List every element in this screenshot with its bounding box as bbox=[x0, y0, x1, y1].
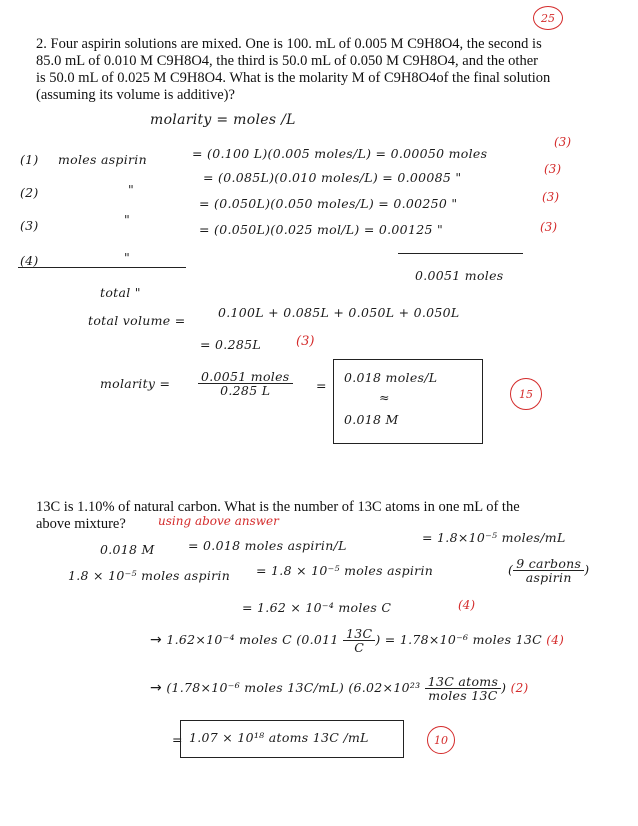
molarity-fraction bbox=[198, 370, 293, 397]
c13-denominator: C bbox=[354, 640, 365, 655]
row-3-calc: = (0.050L)(0.050 moles/L) = 0.00250 " bbox=[199, 196, 458, 211]
part2-score: 10 bbox=[434, 733, 448, 747]
conv-b-fraction: ( $\frac{\text{9 carbons}}{\text{aspirin}}$ ) bbox=[508, 556, 590, 585]
part1-score: 15 bbox=[519, 387, 533, 401]
conv-d-line: → 1.62×10⁻⁴ moles C (0.011 $\frac{13C}{C}$ ) = 1.78×10⁻⁶ moles 13C (4) bbox=[150, 626, 565, 655]
arrow-icon: → bbox=[150, 632, 163, 648]
conv-e-points: (2) bbox=[510, 681, 529, 695]
total-moles-label: total " bbox=[100, 285, 141, 300]
row-1-points: (3) bbox=[554, 135, 571, 149]
row-4-points: (3) bbox=[540, 220, 557, 234]
atoms-per-mole bbox=[425, 675, 501, 702]
atoms-denominator: moles 13C bbox=[428, 688, 498, 703]
total-score-circle bbox=[533, 6, 563, 30]
answer-line-2: 0.018 M bbox=[344, 412, 399, 427]
c13-per-c bbox=[343, 627, 375, 654]
atoms-numerator: 13C atoms bbox=[425, 675, 501, 689]
carbons-numerator: 9 carbons bbox=[513, 557, 584, 571]
molarity-answer-box bbox=[333, 359, 483, 444]
final-equals: = bbox=[172, 732, 183, 747]
moles-carbon-points: (4) bbox=[458, 598, 475, 612]
arrow-icon: → bbox=[150, 680, 163, 696]
conv-e-factor: (6.02×10²³ bbox=[348, 680, 421, 695]
using-above-answer-note: using above answer bbox=[158, 514, 279, 528]
row-3-number: (3) bbox=[20, 218, 39, 233]
question-line-2: 85.0 mL of 0.010 M C9H8O4, the third is 50.0 mL of 0.050 M C9H8O4, and the other bbox=[36, 53, 538, 69]
total-volume-sum: 0.100L + 0.085L + 0.050L + 0.050L bbox=[218, 305, 460, 320]
row-4-calc: = (0.050L)(0.025 mol/L) = 0.00125 " bbox=[199, 222, 444, 237]
moles-carbon-line: = 1.62 × 10⁻⁴ moles C bbox=[242, 600, 392, 615]
molarity-frac bbox=[198, 370, 293, 397]
conv-d-factor: 0.011 bbox=[301, 632, 339, 647]
part1-score-circle bbox=[510, 378, 542, 410]
row-2-number: (2) bbox=[20, 185, 39, 200]
row-1-calc: = (0.100 L)(0.005 moles/L) = 0.00050 moles bbox=[192, 146, 488, 161]
question-line-1: 2. Four aspirin solutions are mixed. One is 100. mL of 0.005 M C9H8O4, the second is bbox=[36, 36, 542, 52]
question-b-line-1: 13C is 1.10% of natural carbon. What is the number of 13C atoms in one mL of the bbox=[36, 499, 520, 515]
total-volume-result: = 0.285L bbox=[200, 337, 261, 352]
row-1-number: (1) bbox=[20, 152, 39, 167]
conv-e-line: → (1.78×10⁻⁶ moles 13C/mL) (6.02×10²³ $\frac{\text{13C atoms}}{\text{moles 13C}}$ ) (2) bbox=[150, 674, 529, 703]
row-4-label: " bbox=[124, 250, 131, 265]
molarity-label: molarity = bbox=[100, 376, 171, 391]
question-line-3: is 50.0 mL of 0.025 M C9H8O4. What is the molarity M of C9H8O4of the final solution bbox=[36, 70, 551, 86]
total-score: 25 bbox=[541, 11, 555, 25]
row-4-number: (4) bbox=[20, 253, 39, 268]
row-2-points: (3) bbox=[544, 162, 561, 176]
molarity-equals: = bbox=[316, 378, 327, 393]
final-answer-box bbox=[180, 720, 404, 758]
conv-b-left: 1.8 × 10⁻⁵ moles aspirin bbox=[68, 568, 231, 583]
conv-e-left: (1.78×10⁻⁶ moles 13C/mL) bbox=[166, 680, 345, 695]
conv-d-result: = 1.78×10⁻⁶ moles 13C bbox=[384, 632, 542, 647]
volume-points: (3) bbox=[296, 334, 315, 349]
c13-numerator: 13C bbox=[343, 627, 375, 641]
part2-score-circle bbox=[427, 726, 455, 754]
conv-d-left: 1.62×10⁻⁴ moles C bbox=[166, 632, 292, 647]
molarity-definition: molarity = moles /L bbox=[150, 112, 296, 128]
row-2-label: " bbox=[128, 182, 135, 197]
row-2-calc: = (0.085L)(0.010 moles/L) = 0.00085 " bbox=[203, 170, 462, 185]
conv-a-mid: = 0.018 moles aspirin/L bbox=[188, 538, 347, 553]
total-volume-label: total volume = bbox=[88, 313, 186, 328]
conv-a-left: 0.018 M bbox=[100, 542, 155, 557]
question-line-4: (assuming its volume is additive)? bbox=[36, 87, 235, 103]
row-1-label: moles aspirin bbox=[58, 152, 147, 167]
carbons-denominator: aspirin bbox=[525, 570, 572, 585]
final-answer: 1.07 × 10¹⁸ atoms 13C /mL bbox=[189, 730, 369, 745]
row-3-label: " bbox=[124, 212, 131, 227]
molarity-denominator: 0.285 L bbox=[220, 383, 271, 398]
answer-line-1: 0.018 moles/L bbox=[344, 370, 438, 385]
question-b-line-2: above mixture? bbox=[36, 516, 126, 532]
molarity-numerator: 0.0051 moles bbox=[198, 370, 293, 384]
conv-a-right: = 1.8×10⁻⁵ moles/mL bbox=[422, 530, 566, 545]
conv-d-points: (4) bbox=[546, 633, 565, 647]
conv-b-mid: = 1.8 × 10⁻⁵ moles aspirin bbox=[256, 563, 434, 578]
total-moles-value: 0.0051 moles bbox=[415, 268, 504, 283]
carbons-per-aspirin bbox=[513, 557, 584, 584]
sum-divider-left bbox=[18, 267, 186, 268]
answer-approx: ≈ bbox=[379, 390, 390, 405]
sum-divider-right bbox=[398, 253, 523, 254]
row-3-points: (3) bbox=[542, 190, 559, 204]
